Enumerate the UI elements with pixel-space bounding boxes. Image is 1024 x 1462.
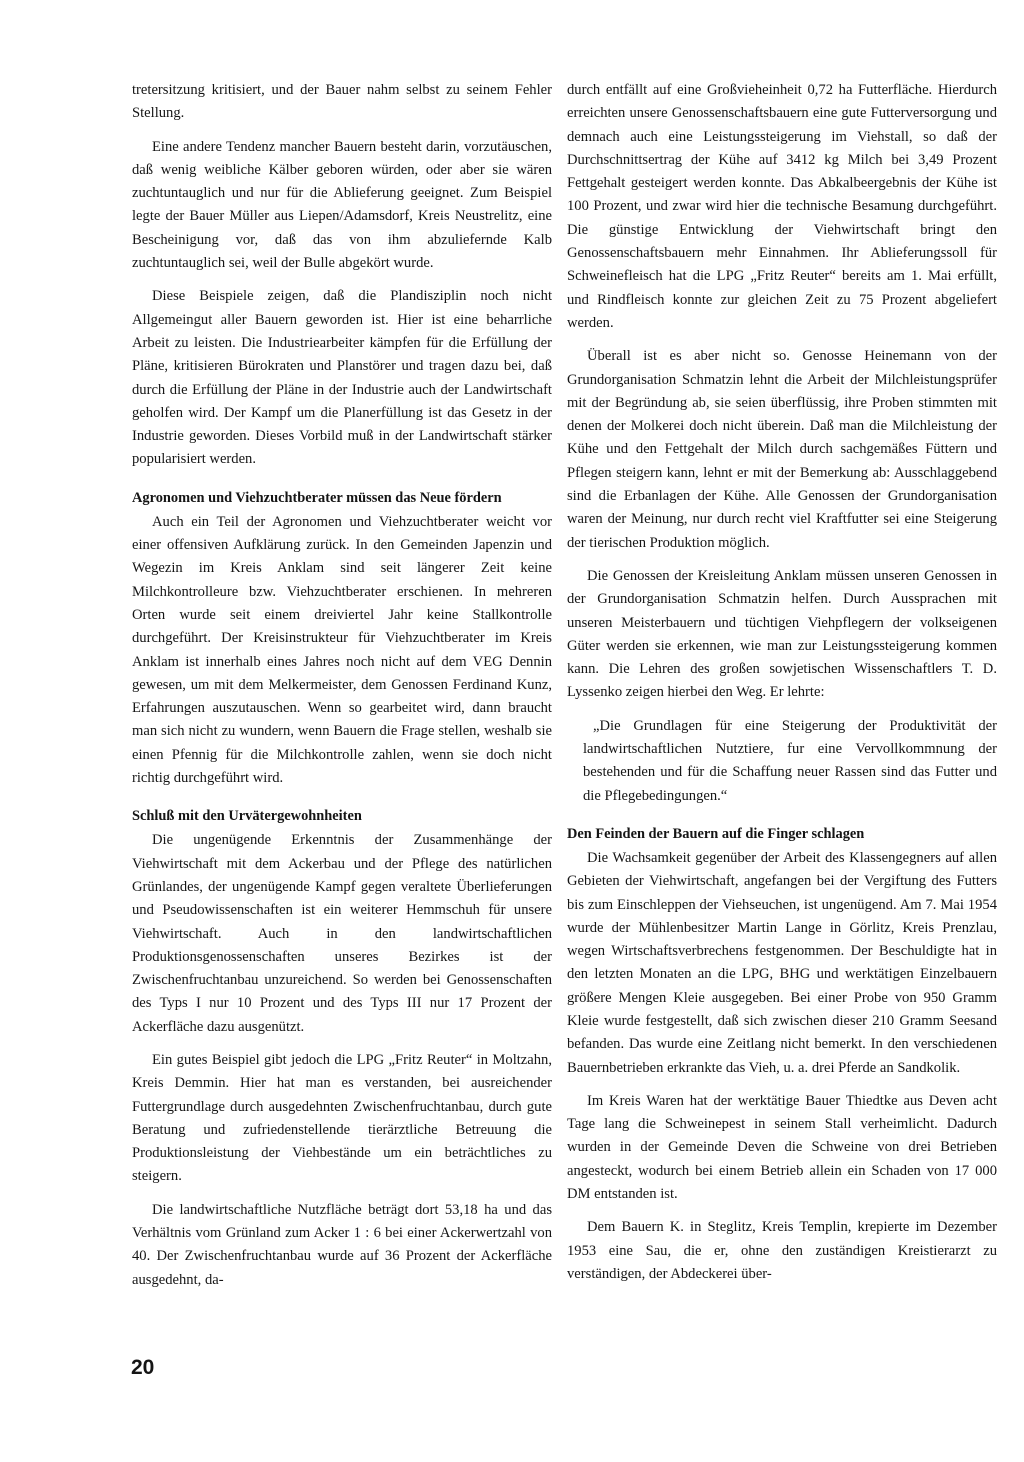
section-heading: Agronomen und Viehzuchtberater müssen das Neue fördern (132, 489, 502, 506)
paragraph: Auch ein Teil der Agronomen und Viehzuchtberater weicht vor einer offensiven Aufklärung zurück. In den Gemeinden Japenzin und Wegezin im Kreis Anklam sind seit längerer Zeit keine Milchkontrolleure bzw. Viehzuchtberater erschienen. In mehreren Orten wurde seit einem dreiviertel Jahr keine Stallkontrolle durchgeführt. Der Kreisinstrukteur für Viehzuchtberater im Kreis Anklam ist innerhalb eines Jahres noch nicht auf dem VEG Dennin gewesen, um mit dem Melkermeister, dem Genossen Ferdinand Kunz, Erfahrungen auszutauschen. Wenn so gearbeitet wird, dann braucht man sich nicht zu wundern, wenn Bauern die Frage stellen, weshalb sie einen Pfennig für die Milchkontrolle zahlen, wenn sie doch nicht richtig durchgeführt wird. (132, 513, 552, 787)
paragraph: Die ungenügende Erkenntnis der Zusammenhänge der Viehwirtschaft mit dem Ackerbau und der Pflege des natürlichen Grünlandes, der ungenügende Kampf gegen veraltete Überlieferungen und Pseudowissenschaften ist ein weiterer Hemmschuh für unsere Viehwirtschaft. Auch in den landwirtschaftlichen Produktionsgenossenschaften unseres Bezirkes ist der Zwischenfruchtanbau unzureichend. So werden bei Genossenschaften des Typs I nur 10 Prozent und des Typs III nur 17 Prozent der Ackerfläche dazu ausgenützt. (132, 832, 552, 1035)
paragraph: Eine andere Tendenz mancher Bauern besteht darin, vorzutäuschen, daß wenig weibliche Kälber geboren würden, oder aber sie wären zuchtuntauglich und nur für die Ablieferung geeignet. Zum Beispiel legte der Bauer Müller aus Liepen/Adamsdorf, Kreis Neustrelitz, eine Bescheinigung vor, daß das von ihm abzuliefernde Kalb zuchtuntauglich sei, weil der Bulle abgekört wurde. (132, 138, 552, 272)
paragraph: Dem Bauern K. in Steglitz, Kreis Templin, krepierte im Dezember 1953 eine Sau, die er, ohne den zuständigen Kreistierarzt zu verständigen, der Abdeckerei über- (567, 1219, 997, 1282)
paragraph: Überall ist es aber nicht so. Genosse Heinemann von der Grundorganisation Schmatzin lehnt die Arbeit der Milchleistungsprüfer mit der Begründung ab, sie seien überflüssig, ihre Proben stimmten mit denen der Molkerei doch nicht überein. Daß man die Milchleistung der Kühe und den Fettgehalt der Milch durch sachgemäßes Füttern und Pflegen steigern kann, lehnt er mit der Bemerkung ab: Ausschlaggebend sind die Erbanlagen der Kühe. Alle Genossen der Grundorganisation waren der Meinung, nur durch recht viel Kraftfutter sei eine Steigerung der tierischen Produktion möglich. (567, 348, 997, 551)
section-heading: Den Feinden der Bauern auf die Finger schlagen (567, 825, 865, 842)
section-heading: Schluß mit den Urvätergewohnheiten (132, 808, 362, 825)
paragraph: tretersitzung kritisiert, und der Bauer nahm selbst zu seinem Fehler Stellung. (132, 82, 552, 122)
block-quote: „Die Grundlagen für eine Steigerung der Produktivität der landwirtschaftlichen Nutztiere, fur eine Vervollkommnung der bestehenden und für die Schaffung neuer Rassen sind das Futter und die Pflegebedingungen.“ (583, 717, 997, 804)
paragraph: Diese Beispiele zeigen, daß die Plandisziplin noch nicht Allgemeingut aller Bauern geworden ist. Hier ist eine beharrliche Arbeit zu leisten. Die Industriearbeiter kämpfen für die Erfüllung der Pläne, kritisieren Bürokraten und Planstörer und tragen dazu bei, daß durch die Erfüllung der Pläne in der Industrie auch der Landwirtschaft geholfen wird. Der Kampf um die Planerfüllung ist das Gesetz in der Industrie geworden. Dieses Vorbild muß in der Landwirtschaft stärker popularisiert werden. (132, 288, 552, 468)
paragraph: Die Genossen der Kreisleitung Anklam müssen unseren Genossen in der Grundorganisation Schmatzin helfen. Durch Aussprachen mit unseren Meisterbauern und tüchtigen Viehpflegern der volkseigenen Güter werden sie erkennen, wie man zur Leistungssteigerung kommen kann. Die Lehren des großen sowjetischen Wissenschaftlers T. D. Lyssenko zeigen hierbei den Weg. Er lehrte: (567, 567, 997, 701)
paragraph: Die Wachsamkeit gegenüber der Arbeit des Klassengegners auf allen Gebieten der Viehwirtschaft, angefangen bei der Vergiftung des Futters bis zum Einschleppen der Viehseuchen, ist ungenügend. Am 7. Mai 1954 wurde der Mühlenbesitzer Martin Lange in Görlitz, Kreis Prenzlau, wegen Wirtschaftsverbrechens festgenommen. Der Beschuldigte hat in den letzten Monaten an die LPG, BHG und werktätigen Einzelbauern größere Mengen Kleie ausgegeben. Bei einer Probe von 950 Gramm Kleie wurde festgestellt, daß sich zwischen dieser 210 Gramm Seesand befanden. Das wurde eine Zeitlang nicht bemerkt. In den verschiedenen Bauernbetrieben erkrankte das Vieh, u. a. drei Pferde an Sandkolik. (567, 849, 997, 1076)
paragraph: durch entfällt auf eine Großvieheinheit 0,72 ha Futterfläche. Hierdurch erreichten unsere Genossenschaftsbauern eine gute Futterversorgung und demnach auch eine Leistungssteigerung im Viehstall, so daß der Durchschnittsertrag der Kühe auf 3412 kg Milch bei 3,49 Prozent Fettgehalt gesteigert werden konnte. Das Abkalbeergebnis der Kühe ist 100 Prozent, und zwar wird hier die technische Besamung durchgeführt. Die günstige Entwicklung der Viehwirtschaft bringt den Genossenschaftsbauern mehr Einnahmen. Ihr Ablieferungssoll für Schweinefleisch hat die LPG „Fritz Reuter“ bereits am 1. Mai erfüllt, und Rindfleisch konnte zur gleichen Zeit zu 75 Prozent abgeliefert werden. (567, 82, 997, 331)
paragraph: Die landwirtschaftliche Nutzfläche beträgt dort 53,18 ha und das Verhältnis vom Grünland zum Acker 1 : 6 bei einer Ackerwertzahl von 40. Der Zwischenfruchtanbau wurde auf 36 Prozent der Ackerfläche ausgedehnt, da- (132, 1201, 552, 1288)
right-text-column (567, 79, 997, 1296)
paragraph: Im Kreis Waren hat der werktätige Bauer Thiedtke aus Deven acht Tage lang die Schweinepest in seinem Stall verheimlicht. Dadurch wurden in der Gemeinde Deven die Schweine von drei Betrieben angesteckt, wodurch bei einem Betrieb allein ein Schaden von 17 000 DM entstanden ist. (567, 1092, 997, 1203)
paragraph: Ein gutes Beispiel gibt jedoch die LPG „Fritz Reuter“ in Moltzahn, Kreis Demmin. Hier hat man es verstanden, bei ausreichender Futtergrundlage durch ausgedehnten Zwischenfruchtanbau, durch gute Beratung und zufriedenstellende tierärztliche Betreuung die Produktionsleistung der Viehbestände um ein beträchtliches zu steigern. (132, 1051, 552, 1185)
page-number: 20 (131, 1356, 155, 1379)
left-text-column (132, 79, 552, 1302)
